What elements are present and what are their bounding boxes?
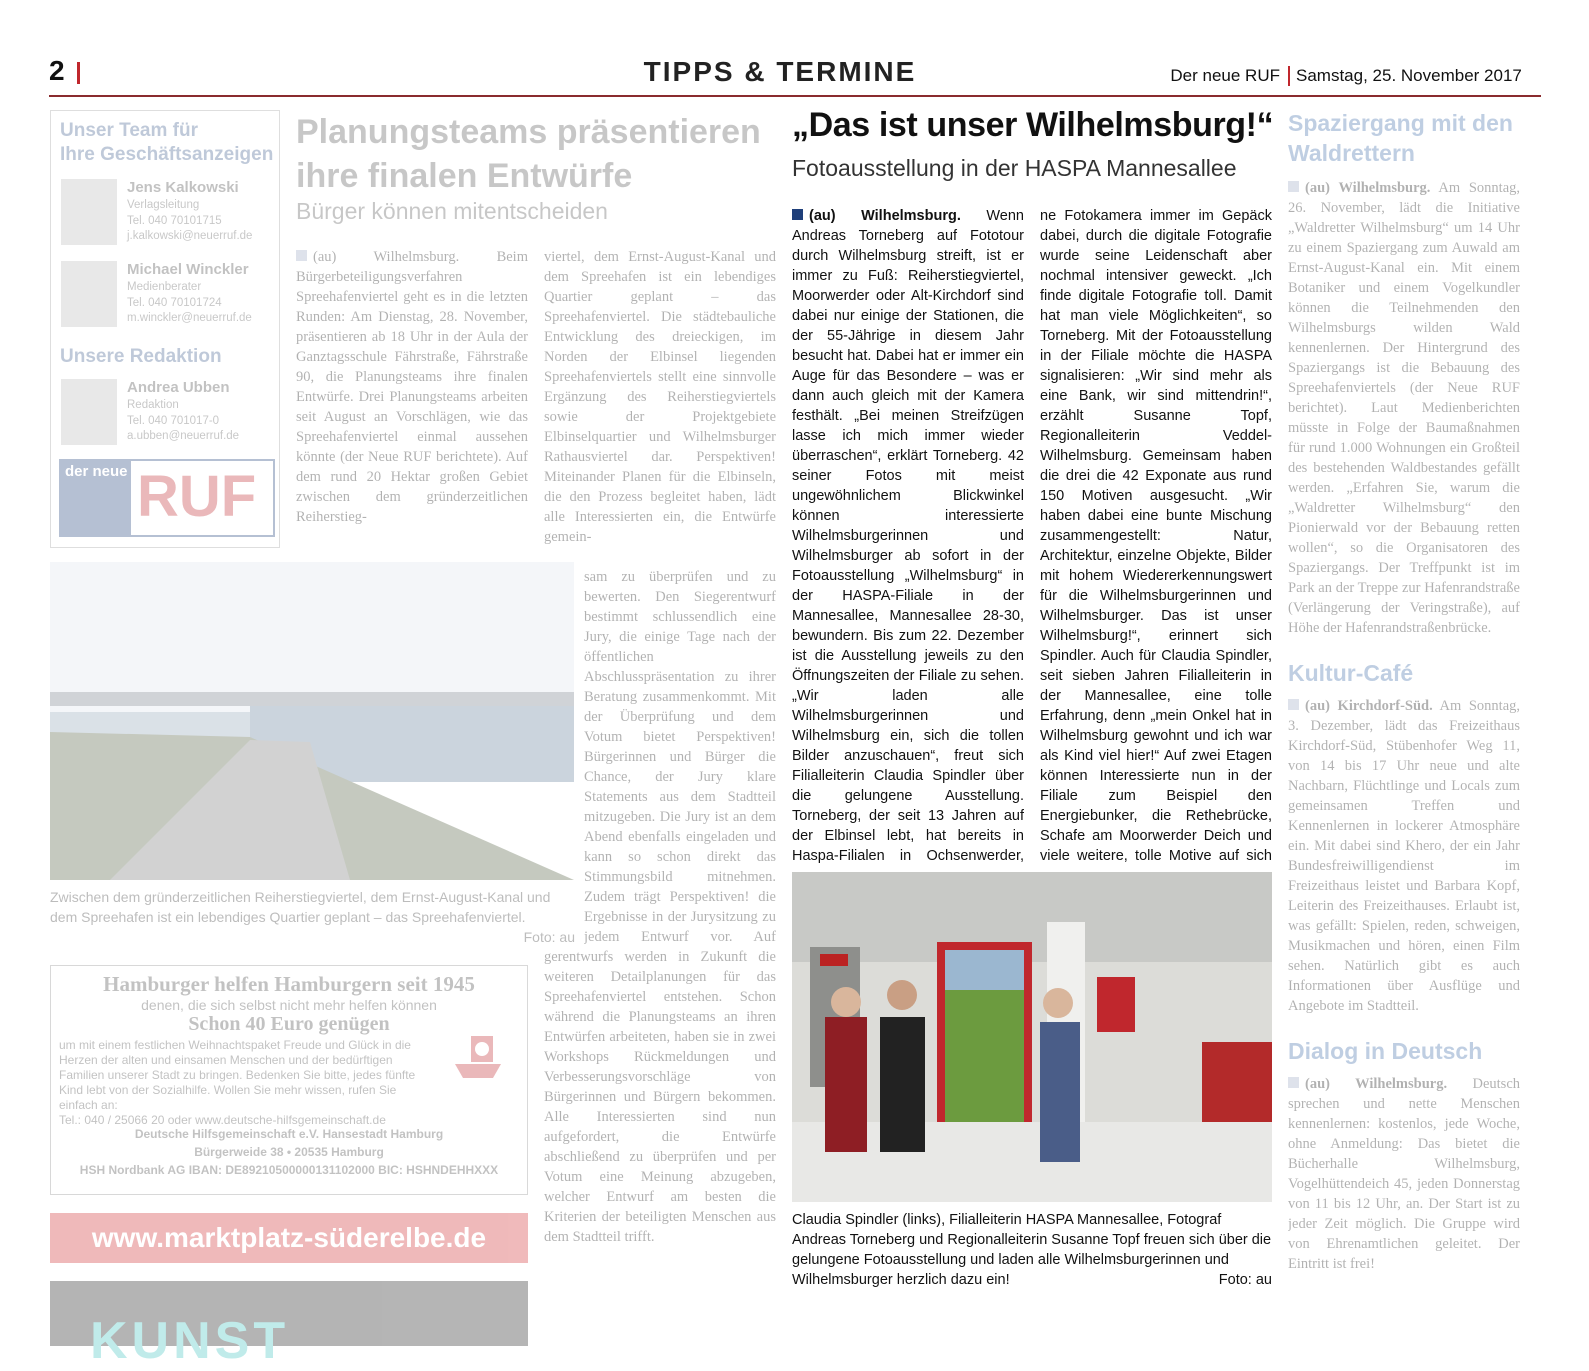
dateline: (au) Wilhelmsburg. (809, 208, 961, 224)
member-role: Verlagsleitung (127, 199, 200, 211)
member-email[interactable]: a.ubben@neuerruf.de (127, 430, 240, 442)
team-heading-1: Unser Team für (60, 120, 198, 141)
caption-text: Claudia Spindler (links), Filialleiterin HASPA Mannesallee, Fotograf Andreas Torneberg und Regionalleiterin Susanne Topf freuen sich über die gelungene Fotoausstellung und laden alle Wilhelmsburgerinnen und Wilhelmsburger herzlich dazu ein! (792, 1212, 1272, 1288)
team-member (61, 179, 271, 251)
member-phone: Tel. 040 70101715 (127, 215, 222, 227)
page-number: 2 (49, 55, 65, 86)
main-article-subtitle: Fotoausstellung in der HASPA Mannesallee (792, 155, 1237, 181)
logo-big-text: RUF (137, 464, 257, 529)
sidebar-text: Am Sonntag, 3. Dezember, lädt das Freizeithaus Kirchdorf-Süd, Stübenhofer Weg 11, von 14 bis 17 Uhr neue und alte Nachbarn, Flüchtlinge und Locals zum gemeinsamen Treffen und Kennenlernen in lockerer Atmosphäre ein. Mit dabei sind Khero, der ein Jahr Bundesfreiwilligendienst im Freizeithaus leistet und Barbara Kopf, Leiterin des Freizeithauses. Erlaubt ist, was gefällt: Spielen, reden, schweigen, Musikmachen und hören, einen Film sehen. Natürlich gibt es auch Informationen über Ausflüge und Angebote im Stadtteil. (1288, 698, 1520, 1014)
sidebar-item-text (1288, 696, 1520, 1026)
exhibition-photo-graphic (792, 872, 1272, 1202)
main-article-col1-text: Wenn Andreas Torneberg auf Fototour durch Wilhelmsburg streift, ist er immer zu Fuß: Reiherstiegviertel, Moorwerder oder Alt-Kirchdorf sind dabei nur einige der Stationen, die der 55-Jährige in diesem Jahr besucht hat. Dabei hat er immer ein Auge für das Besondere – was er dann auch gleich mit der Kamera festhält. „Bei meinen Streifzügen lasse ich mich immer wieder überraschen“, erklärt Torneberg. 42 seiner Fotos mit meist ungewöhnlichem Blickwinkel können interessierte Wilhelmsburgerinnen und Wilhelmsburger ab sofort in der Fotoausstellung „Wilhelmsburg“ in der HASPA-Filiale in der Mannesallee, Mannesallee 28-30, bewundern. Bis zum 22. Dezember ist die Ausstellung jeweils zu den Öffnungszeiten der Filiale zu sehen. „Wir laden alle Wilhelmsburgerinnen und Wilhelmsburg ein, sich die tollen Bilder anzuschauen“, freut sich Filialleiterin Claudia Spindler über die gelungene Ausstellung. Torneberg, der seit 13 Jahren auf der Elbinsel lebt, hat bereits in Haspa-Filialen in Ochsenwerder, (792, 208, 1024, 864)
paper-name: Der neue RUF (1170, 66, 1280, 85)
sidebar-text: Am Sonntag, 26. November, lädt die Initiative „Waldretter Wilhelmsburg“ um 14 Uhr zu einem Spaziergang zum Auwald am Ernst-August-Kanal ein. Mit einem Botaniker und einem Vogelkundler können die Teilnehmenden den Wilhelmsburgs wilden Wald kennenlernen. Der Hintergrund des Spaziergangs ist die Bebauung des Spreehafenviertels (der Neue RUF berichtet). Laut Medienberichten müsste in Folge der Baumaßnahmen für rund 1.000 Wohnungen ein Großteil des bestehenden Waldbestandes gefällt werden. „Erfahren Sie, warum die „Waldretter Wilhelmsburg“ den Pionierwald vor der Bebauung retten wollen“, so die Organisatoren des Spaziergangs. Der Treffpunkt ist im Park an der Treppe zur Hafenrandstraße (Verlängerung der Veringstraße), auf Höhe der Hafenrandstraßenbrücke. (1288, 180, 1520, 636)
avatar (61, 179, 117, 245)
sidebar-dateline: (au) Wilhelmsburg. (1305, 1076, 1448, 1092)
team-box (50, 110, 280, 548)
avatar (61, 261, 117, 327)
donation-contact[interactable]: Tel.: 040 / 25066 20 oder www.deutsche-hilfsgemeinschaft.de (59, 1113, 386, 1127)
main-article-col1 (792, 206, 1024, 868)
header-divider (77, 62, 80, 84)
bottom-ad-text: KUNST (90, 1312, 290, 1370)
team-member (61, 379, 271, 451)
member-role: Medienberater (127, 281, 202, 293)
donation-amount: Schon 40 Euro genügen (188, 1013, 390, 1035)
sidebar-heading: Kultur-Café (1288, 660, 1414, 686)
dateline-square-icon (792, 209, 803, 220)
exhibition-photo-caption (792, 1210, 1272, 1290)
donation-org: Deutsche Hilfsgemeinschaft e.V. Hansestadt Hamburg (134, 1127, 444, 1141)
main-article-col2: ne Fotokamera immer im Gepäck dabei, durch die digitale Fotografie wurde seine Leidenschaft aber nochmal intensiver geweckt. „Ich finde digitale Fotografie toll. Damit hat man viele Möglichkeiten“, so Torneberg. Mit der Fotoausstellung in der Filiale möchte die HASPA signalisieren: „Wir sind mehr als eine Bank, wir sind mittendrin!“, erzählt Susanne Topf, Regionalleiterin Veddel-Wilhelmsburg. Gemeinsam haben die drei die 42 Exponate aus rund 150 Motiven ausgesucht. „Wir haben dabei eine bunte Mischung zusammengestellt: Natur, Architektur, einzelne Objekte, Bilder mit hohem Wiedererkennungswert für die Wilhelmsburgerinnen und Wilhelmsburger. Das ist unser Wilhelmsburg!“, erinnert sich Spindler. Auch für Claudia Spindler, seit sieben Jahren Filialleiterin in der Mannesallee, eine tolle Erfahrung, denn „mein Onkel hat in Wilhelmsburg gewohnt und ich war als Kind viel hier!“ Auf zwei Etagen können Interessierte nun in der Filiale zum Beispiel den Energiebunker, die Rethebrücke, Schafe am Moorwerder Deich und viele weitere, tolle Motive auf sich (1040, 208, 1272, 864)
caption-credit: Foto: au (523, 929, 575, 945)
member-role: Redaktion (127, 399, 179, 411)
donation-address: Bürgerweide 38 • 20535 Hamburg (194, 1145, 384, 1159)
sidebar-item-text (1288, 1074, 1520, 1284)
sidebar-item-text (1288, 178, 1520, 648)
left-article-title: Planungsteams präsentieren ihre finalen Entwürfe (296, 113, 761, 195)
left-article-col2-bottom: gerentwurfs werden in Zukunft die weiteren Detailplanungen für das Spreehafenviertel entstehen. Schon während die Planungsteams an ihren Entwürfen arbeiteten, haben sie in zwei Workshops Rückmeldungen und Verbesserungsvorschläge von Bürgerinnen und Bürgern bekommen. Alle Interessierten sind nun aufgefordert, die Entwürfe abschließend zu überprüfen und per Votum eine Meinung abzugeben, welcher Entwurf am besten die Kriterien der beteiligten Menschen aus dem Stadtteil trifft. (544, 949, 776, 1245)
sidebar-dateline: (au) Kirchdorf-Süd. (1305, 698, 1433, 714)
exhibition-photo (792, 872, 1272, 1202)
member-phone: Tel. 040 701017-0 (127, 415, 220, 427)
left-article-col1 (296, 247, 528, 547)
caption-credit: Foto: au (1218, 1272, 1272, 1288)
avatar (61, 379, 117, 445)
header-divider-2 (1288, 66, 1290, 86)
sidebar-dateline: (au) Wilhelmsburg. (1305, 180, 1431, 196)
marktplatz-banner[interactable] (50, 1213, 528, 1263)
donation-body: um mit einem festlichen Weihnachtspaket Freude und Glück in die Herzen der alten und einsamen Menschen und der bedürftigen Familien unserer Stadt zu bringen. Bedenken Sie bitte, jedes fünfte Kind lebt von der Sozialhilfe. Wollen Sie mehr wissen, rufen Sie einfach an: (59, 1038, 416, 1112)
sidebar (1288, 108, 1520, 1284)
sidebar-text: Deutsch sprechen und nette Menschen kennenlernen: kostenlos, jede Woche, ohne Anmeldung: Das bietet die Bücherhalle Wilhelmsburg, Vogelhüttendeich 45, jeden Donnerstag von 11 bis 12 Uhr, an. Der Start ist zu jeder Zeit möglich. Die Gruppe wird von Ehrenamtlichen geleitet. Der Eintritt ist frei! (1288, 1076, 1520, 1272)
member-name: Jens Kalkowski (127, 179, 239, 196)
left-article-subtitle: Bürger können mitentscheiden (296, 198, 608, 224)
section-title: TIPPS & TERMINE (643, 56, 917, 87)
left-article-col2-top: viertel, dem Ernst-August-Kanal und dem Spreehafen ist ein lebendiges Quartier geplant – das Spreehafenviertel. Die städtebauliche Entwicklung des dreieckigen, im Norden der Elbinsel liegenden Spreehafenviertels stellt eine sinnvolle Ergänzung des Reiherstiegviertels sowie der Projektgebiete Elbinselquartier und Wilhelmsburger Rathausviertel dar. Perspektiven! Miteinander Planen für die Elbinseln, die den Prozess begleitet haben, lädt alle Interessierten ein, die Entwürfe gemein- (544, 249, 776, 545)
redaktion-heading: Unsere Redaktion (60, 346, 222, 367)
left-article-col1-text: (au) Wilhelmsburg. Beim Bürgerbeteiligungsverfahren Spreehafenviertel geht es in die letzten Runden: Am Dienstag, 28. November, präsentieren ab 18 Uhr in der Aula der Ganztagsschule Fährstraße, Fährstraße 90, die Planungsteams ihre finalen Entwürfe. Drei Planungsteams arbeiten seit August an Vorschlägen, wie das Spreehafenviertel einmal aussehen könnte (der Neue RUF berichtete). Auf dem rund 20 Hektar großen Gebiet zwischen dem gründerzeitlichen Reiherstieg- (296, 249, 528, 525)
donation-ad (50, 965, 528, 1195)
logo-small-text: der neue (65, 463, 128, 480)
ship-logo-icon (451, 1028, 505, 1082)
sidebar-heading: Spaziergang mit den Waldrettern (1288, 110, 1513, 166)
harbor-photo-caption (50, 887, 575, 947)
bottom-ad (50, 1281, 528, 1370)
harbor-photo-graphic (50, 562, 574, 880)
banner-text: www.marktplatz-süderelbe.de (91, 1222, 487, 1253)
left-article-col2-narrow: sam zu überprüfen und zu bewerten. Den Siegerentwurf bestimmt schlussendlich eine Jury, die einige Tage nach der öffentlichen Abschlusspräsentation zu ihrer Beratung zusammenkommt. Mit der Überprüfung und dem Votum bietet Perspektiven! Bürgerinnen und Bürger die Chance, der Jury klare Statements aus dem Stadtteil mitzugeben. Die Jury ist an dem Abend ebenfalls eingeladen und kann so schon direkt das Stimmungsbild mitnehmen. Zudem trägt Perspektiven! die Ergebnisse in der Jurysitzung zu jedem Entwurf vor. Auf (584, 569, 776, 945)
member-name: Andrea Ubben (127, 379, 230, 396)
sidebar-heading: Dialog in Deutsch (1288, 1038, 1483, 1064)
donation-subline: denen, die sich selbst nicht mehr helfen können (141, 997, 437, 1013)
header-rule (49, 95, 1541, 97)
member-email[interactable]: j.kalkowski@neuerruf.de (127, 230, 253, 242)
issue-date: Samstag, 25. November 2017 (1296, 66, 1522, 85)
team-heading-2: Ihre Geschäftsanzeigen (60, 144, 274, 165)
member-phone: Tel. 040 70101724 (127, 297, 222, 309)
team-member (61, 261, 271, 333)
donation-headline: Hamburger helfen Hamburgern seit 1945 (103, 972, 475, 996)
donation-bank: HSH Nordbank AG IBAN: DE89210500000131102000 BIC: HSHNDEHHXXX (79, 1163, 499, 1177)
member-email[interactable]: m.winckler@neuerruf.de (127, 312, 252, 324)
main-article-title: „Das ist unser Wilhelmsburg!“ (792, 106, 1274, 144)
caption-text: Zwischen dem gründerzeitlichen Reiherstiegviertel, dem Ernst-August-Kanal und dem Spreehafen ist ein lebendiges Quartier geplant – das Spreehafenviertel. (50, 889, 551, 925)
harbor-photo (50, 562, 574, 880)
ruf-logo (59, 459, 275, 537)
member-name: Michael Winckler (127, 261, 249, 278)
